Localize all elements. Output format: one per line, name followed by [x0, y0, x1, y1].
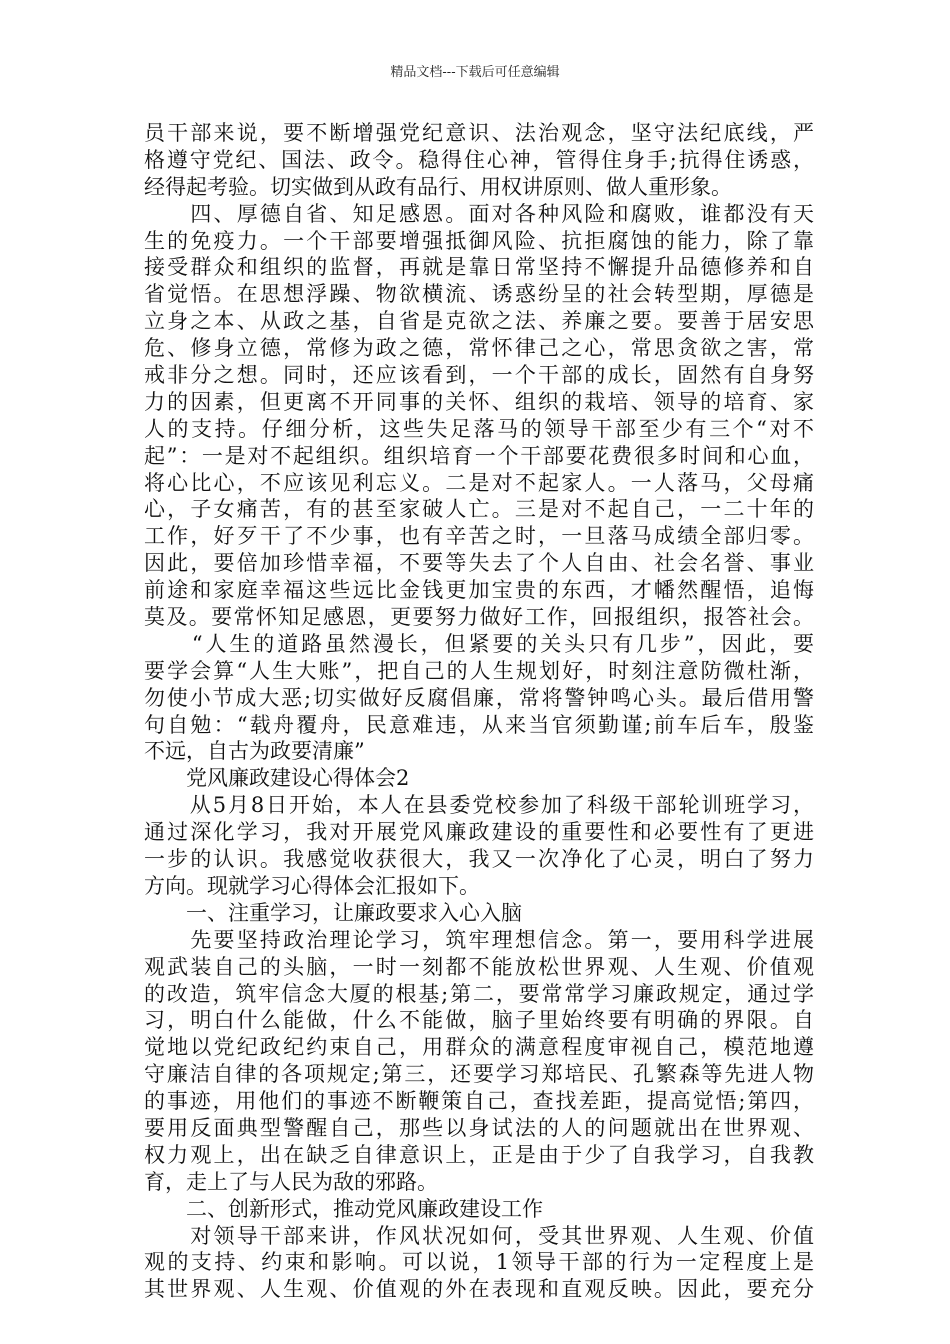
- text-line: 通过深化学习，我对开展党风廉政建设的重要性和必要性有了更进: [144, 820, 814, 845]
- text-line: 要学会算“人生大账”，把自己的人生规划好，时刻注意防微杜渐，: [144, 658, 814, 683]
- text-line: 格遵守党纪、国法、政令。稳得住心神，管得住身手;抗得住诱惑，: [144, 147, 814, 172]
- text-line: 起”：一是对不起组织。组织培育一个干部要花费很多时间和心血，: [144, 443, 814, 468]
- text-line: 勿使小节成大恶;切实做好反腐倡廉，常将警钟鸣心头。最后借用警: [144, 685, 814, 710]
- text-line: 方向。现就学习心得体会汇报如下。: [144, 873, 480, 898]
- text-line: 莫及。要常怀知足感恩，更要努力做好工作，回报组织，报答社会。: [144, 605, 814, 630]
- text-line: 习，明白什么能做，什么不能做，脑子里始终要有明确的界限。自: [144, 1008, 814, 1033]
- text-line: 的事迹，用他们的事迹不断鞭策自己，查找差距，提高觉悟;第四，: [144, 1089, 814, 1114]
- text-line: 从5月8日开始，本人在县委党校参加了科级干部轮训班学习，: [144, 793, 814, 818]
- text-line: 接受群众和组织的监督，再就是靠日常坚持不懈提升品德修养和自: [144, 255, 814, 280]
- text-line: 不远，自古为政要清廉”: [144, 739, 365, 764]
- text-line: 觉地以党纪政纪约束自己，用群众的满意程度审视自己，模范地遵: [144, 1035, 814, 1060]
- text-line: 人的支持。仔细分析，这些失足落马的领导干部至少有三个“对不: [144, 416, 814, 441]
- text-line: 员干部来说，要不断增强党纪意识、法治观念，坚守法纪底线，严: [144, 121, 814, 145]
- text-line: 二、创新形式，推动党风廉政建设工作: [144, 1196, 543, 1221]
- text-line: 权力观上，出在缺乏自律意识上，正是由于少了自我学习，自我教: [144, 1142, 814, 1167]
- text-line: 要用反面典型警醒自己，那些以身试法的人的问题就出在世界观、: [144, 1115, 814, 1140]
- text-line: 戒非分之想。同时，还应该看到，一个干部的成长，固然有自身努: [144, 363, 814, 388]
- text-line: 育，走上了与人民为敌的邪路。: [144, 1169, 438, 1194]
- text-line: 守廉洁自律的各项规定;第三，还要学习郑培民、孔繁森等先进人物: [144, 1062, 814, 1087]
- text-line: 力的因素，但更离不开同事的关怀、组织的栽培、领导的培育、家: [144, 389, 814, 414]
- text-line: “人生的道路虽然漫长，但紧要的关头只有几步”，因此，要: [144, 631, 814, 656]
- text-line: 一、注重学习，让廉政要求入心入脑: [144, 900, 522, 925]
- text-line: 观武装自己的头脑，一时一刻都不能放松世界观、人生观、价值观: [144, 954, 814, 979]
- text-line: 一步的认识。我感觉收获很大，我又一次净化了心灵，明白了努力: [144, 847, 814, 872]
- text-line: 经得起考验。切实做到从政有品行、用权讲原则、做人重形象。: [144, 174, 732, 199]
- text-line: 的改造，筑牢信念大厦的根基;第二，要常常学习廉政规定，通过学: [144, 981, 814, 1006]
- text-line: 心，子女痛苦，有的甚至家破人亡。三是对不起自己，一二十年的: [144, 497, 814, 522]
- text-line: 将心比心，不应该见利忘义。二是对不起家人。一人落马，父母痛: [144, 470, 814, 495]
- document-body: [144, 120, 814, 1303]
- text-line: 四、厚德自省、知足感恩。面对各种风险和腐败，谁都没有天: [144, 201, 814, 226]
- text-line: 前途和家庭幸福这些远比金钱更加宝贵的东西，才幡然醒悟，追悔: [144, 578, 814, 603]
- page-header: 精品文档---下载后可任意编辑: [390, 65, 560, 80]
- text-line: 因此，要倍加珍惜幸福，不要等失去了个人自由、社会名誉、事业: [144, 551, 814, 576]
- text-line: 立身之本、从政之基，自省是克欲之法、养廉之要。要善于居安思: [144, 309, 814, 334]
- text-line: 生的免疫力。一个干部要增强抵御风险、抗拒腐蚀的能力，除了靠: [144, 228, 814, 253]
- text-line: 危、修身立德，常修为政之德，常怀律己之心，常思贪欲之害，常: [144, 336, 814, 361]
- text-line: 工作，好歹干了不少事，也有辛苦之时，一旦落马成绩全部归零。: [144, 524, 814, 549]
- text-line: 句自勉：“载舟覆舟，民意难违，从来当官须勤谨;前车后车，殷鉴: [144, 712, 814, 737]
- text-line: 党风廉政建设心得体会2: [144, 766, 410, 791]
- text-line: 对领导干部来讲，作风状况如何，受其世界观、人生观、价值: [144, 1223, 814, 1248]
- text-line: 省觉悟。在思想浮躁、物欲横流、诱惑纷呈的社会转型期，厚德是: [144, 282, 814, 307]
- text-line: 其世界观、人生观、价值观的外在表现和直观反映。因此，要充分: [144, 1277, 814, 1302]
- text-line: 先要坚持政治理论学习，筑牢理想信念。第一，要用科学进展: [144, 927, 814, 952]
- text-line: 观的支持、约束和影响。可以说，1领导干部的行为一定程度上是: [144, 1250, 814, 1275]
